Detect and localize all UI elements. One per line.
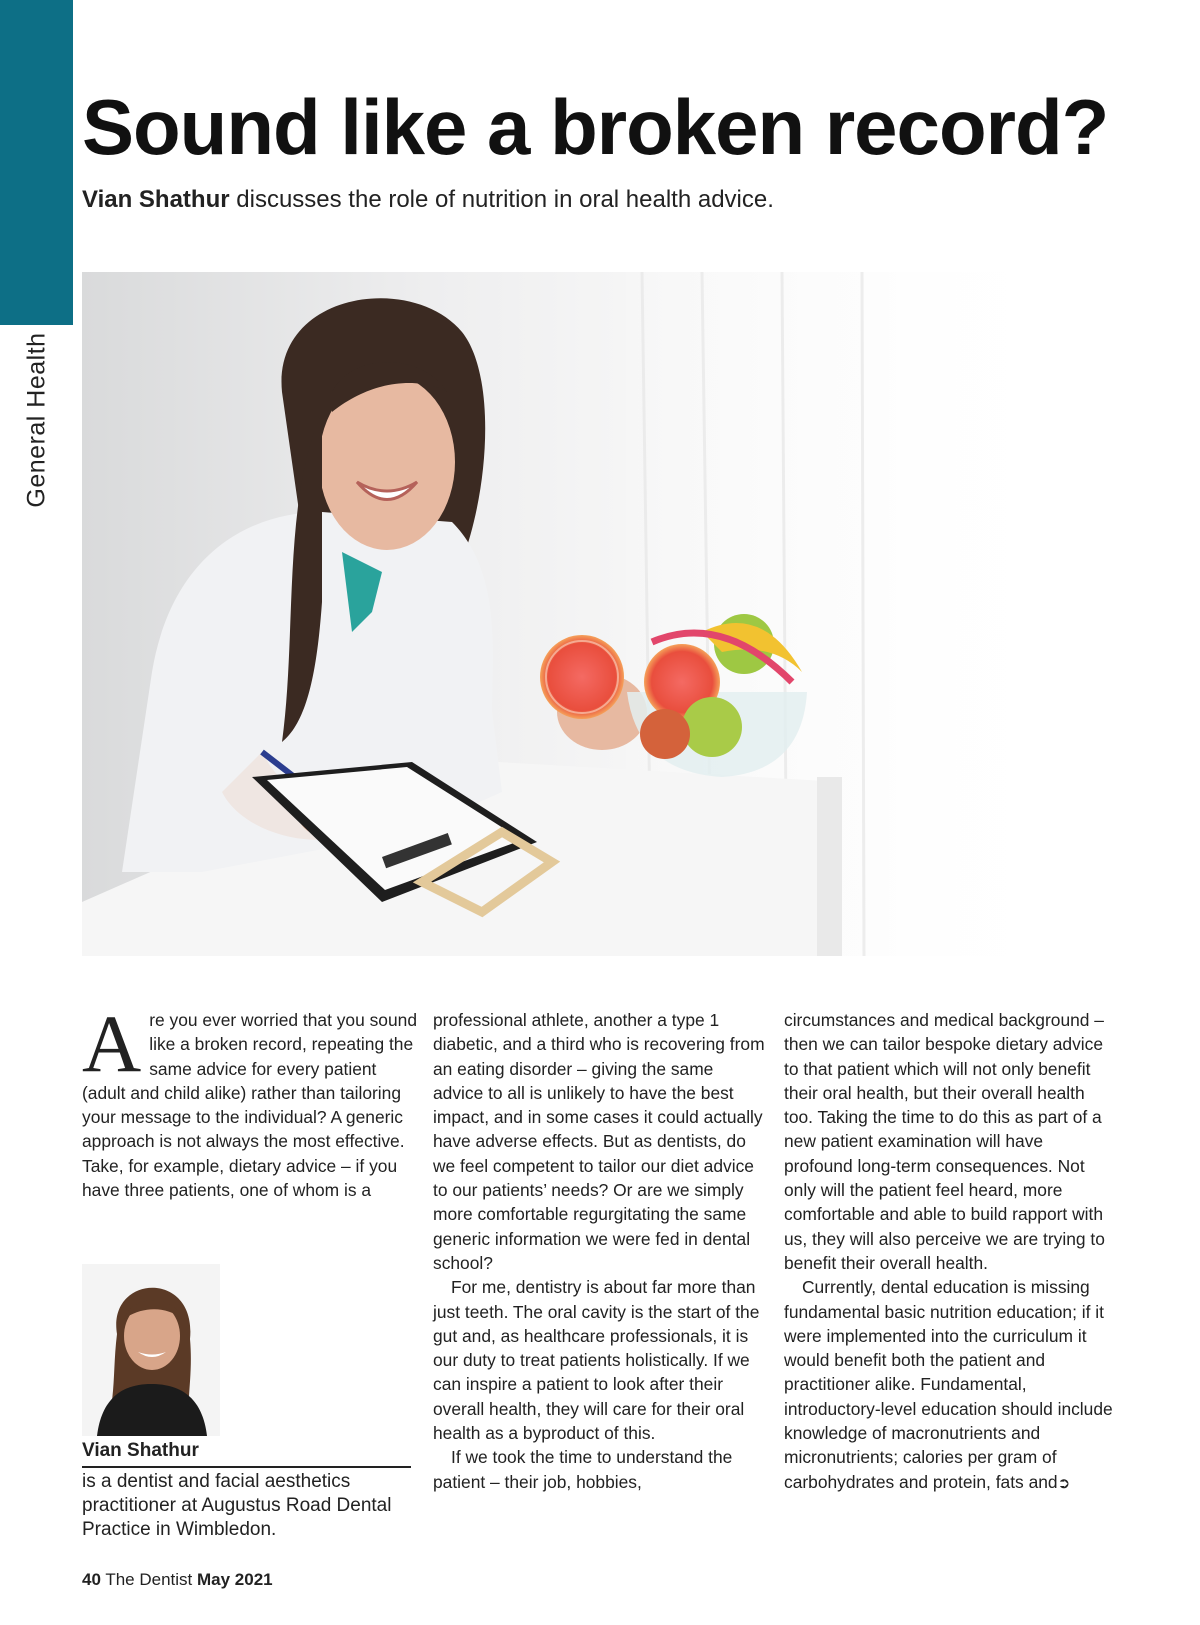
author-photo bbox=[82, 1264, 220, 1436]
author-name: Vian Shathur bbox=[82, 1438, 411, 1468]
standfirst-text: discusses the role of nutrition in oral health advice. bbox=[229, 186, 774, 213]
page-number: 40 bbox=[82, 1570, 101, 1589]
article-column-2 bbox=[433, 1008, 768, 1494]
article-paragraph: re you ever worried that you sound like a broken record, repeating the same advice for every patient (adult and child alike) rather than tailoring your message to the individual? A generic approach is not always the most effective. Take, for example, dietary advice – if you have three patients, one of whom is a bbox=[82, 1010, 417, 1201]
article-column-3 bbox=[784, 1008, 1114, 1496]
author-portrait-icon bbox=[82, 1264, 220, 1436]
article-column-1 bbox=[82, 998, 417, 1202]
publication-name: The Dentist bbox=[100, 1570, 197, 1589]
page-footer bbox=[82, 1570, 273, 1590]
article-paragraph: professional athlete, another a type 1 diabetic, and a third who is recovering from an eating disorder – giving the same advice to all is unlikely to have the best impact, and in some cases it could actually have adverse effects. But as dentists, do we feel competent to tailor our diet advice to our patients’ needs? Or are we simply more comfortable regurgitating the same generic information we were fed in dental school? bbox=[433, 1010, 765, 1273]
issue-date: May 2021 bbox=[197, 1570, 273, 1589]
standfirst-author: Vian Shathur bbox=[82, 186, 230, 213]
article-paragraph: circumstances and medical background – then we can tailor bespoke dietary advice to that patient which will not only benefit their oral health, but their overall health too. Taking the time to do this as part of a new patient examination will have profound long-term consequences. Not only will the patient feel heard, more comfortable and able to build rapport with us, they will also perceive we are trying to benefit their overall health. bbox=[784, 1010, 1105, 1273]
continue-arrow-icon: ➲ bbox=[1057, 1474, 1071, 1492]
article-paragraph: If we took the time to understand the patient – their job, hobbies, bbox=[433, 1447, 733, 1492]
section-color-bar bbox=[0, 0, 73, 325]
article-paragraph-text: Currently, dental education is missing fundamental basic nutrition education; if it were implemented into the curriculum it would benefit both the patient and practitioner alike. Fundamental, introductory-level education should include knowledge of macronutrients and micronutrients; calories per gram of carbohydrates and protein, fats and bbox=[784, 1277, 1113, 1492]
article-paragraph bbox=[784, 1275, 1114, 1496]
dietitian-photo-icon bbox=[82, 272, 1072, 956]
author-bio: is a dentist and facial aesthetics practitioner at Augustus Road Dental Practice in Wimbledon. bbox=[82, 1471, 392, 1540]
article-paragraph: For me, dentistry is about far more than just teeth. The oral cavity is the start of the gut and, as healthcare professionals, it is our duty to treat patients holistically. If we can inspire a patient to look after their overall health, they will care for their oral health as a byproduct of this. bbox=[433, 1277, 760, 1444]
hero-photo bbox=[82, 272, 1072, 956]
drop-cap: A bbox=[82, 998, 142, 1089]
article-title: Sound like a broken record? bbox=[82, 83, 1109, 171]
standfirst bbox=[82, 186, 774, 214]
section-label: General Health bbox=[22, 332, 51, 508]
